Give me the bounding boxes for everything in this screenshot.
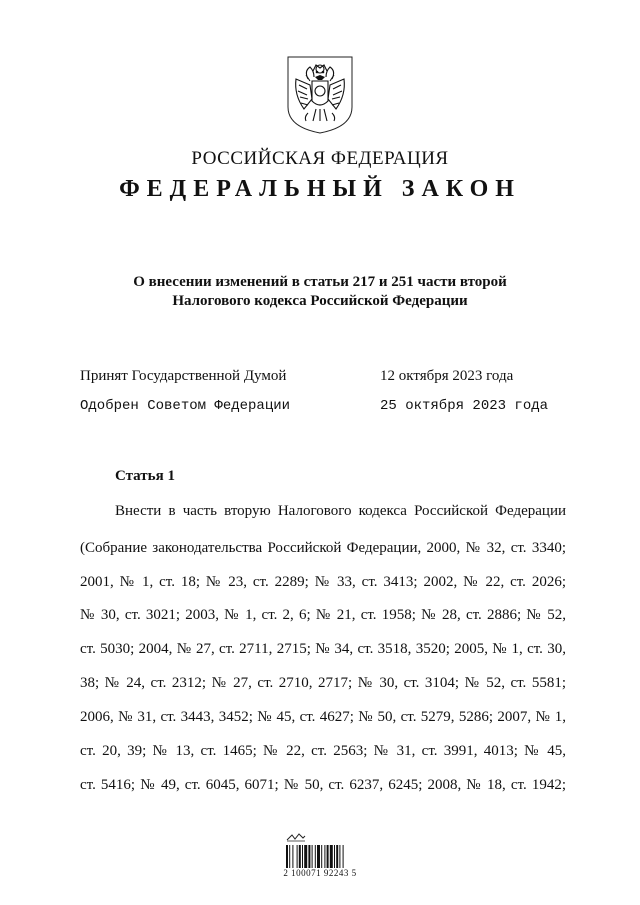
law-title-line-1: О внесении изменений в статьи 217 и 251 части второй bbox=[133, 274, 507, 290]
duma-adoption-date: 12 октября 2023 года bbox=[380, 368, 514, 384]
article-text-line: ст. 5416; № 49, ст. 6045, 6071; № 50, ст. 6237, 6245; 2008, № 18, ст. 1942; bbox=[80, 777, 566, 793]
article-text-line: ст. 5030; 2004, № 27, ст. 2711, 2715; № 34, ст. 3518, 3520; 2005, № 1, ст. 30, bbox=[80, 641, 566, 657]
barcode-number: 2 100071 92243 5 bbox=[260, 868, 380, 878]
article-heading: Статья 1 bbox=[115, 468, 175, 484]
council-approval-date: 25 октября 2023 года bbox=[380, 398, 549, 414]
law-title bbox=[90, 273, 550, 311]
article-text-line: 2006, № 31, ст. 3443, 3452; № 45, ст. 4627; № 50, ст. 5279, 5286; 2007, № 1, bbox=[80, 709, 566, 725]
article-text-line: ст. 20, 39; № 13, ст. 1465; № 22, ст. 2563; № 31, ст. 3991, 4013; № 45, bbox=[80, 743, 566, 759]
document-type-heading: ФЕДЕРАЛЬНЫЙ ЗАКОН bbox=[119, 176, 521, 202]
handwritten-mark bbox=[286, 832, 306, 842]
article-text-line: Внести в часть вторую Налогового кодекса Российской Федерации bbox=[115, 503, 566, 519]
article-text-line: 2001, № 1, ст. 18; № 23, ст. 2289; № 33, ст. 3413; 2002, № 22, ст. 2026; bbox=[80, 574, 566, 590]
country-heading: РОССИЙСКАЯ ФЕДЕРАЦИЯ bbox=[191, 148, 449, 169]
coat-of-arms-emblem bbox=[286, 55, 354, 135]
article-text-line: № 30, ст. 3021; 2003, № 1, ст. 2, 6; № 21, ст. 1958; № 28, ст. 2886; № 52, bbox=[80, 607, 566, 623]
article-text-line: (Собрание законодательства Российской Федерации, 2000, № 32, ст. 3340; bbox=[80, 540, 566, 556]
article-text-line: 38; № 24, ст. 2312; № 27, ст. 2710, 2717; № 30, ст. 3104; № 52, ст. 5581; bbox=[80, 675, 566, 691]
law-title-line-2: Налогового кодекса Российской Федерации bbox=[172, 293, 468, 309]
duma-adoption-label: Принят Государственной Думой bbox=[80, 368, 287, 384]
council-approval-label: Одобрен Советом Федерации bbox=[80, 398, 291, 414]
